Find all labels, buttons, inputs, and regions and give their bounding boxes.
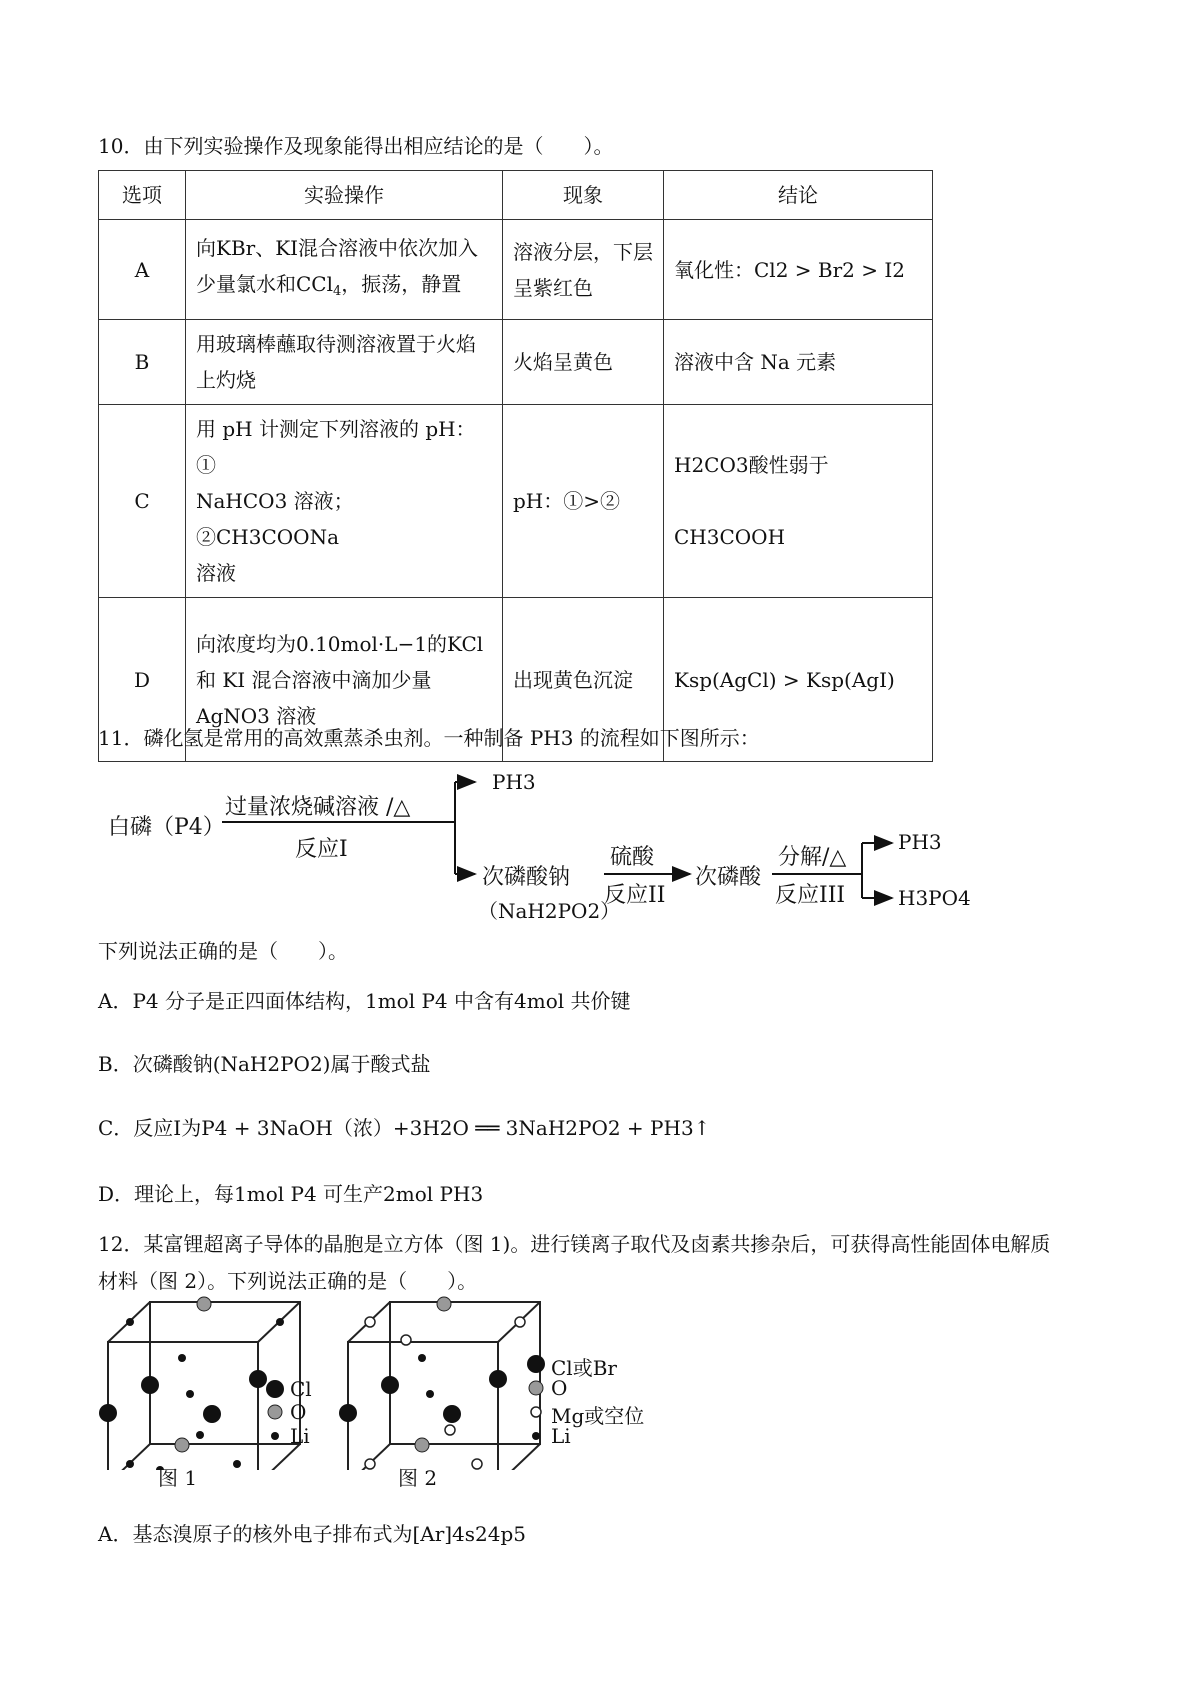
- col-header-operation: 实验操作: [186, 171, 503, 220]
- row-d-operation-line1: 向浓度均为0.10mol·L−1的KCl: [196, 631, 484, 656]
- fig1-cl-atom: [249, 1370, 267, 1388]
- row-c-option: C: [99, 405, 186, 598]
- q12-option-a: A．基态溴原子的核外电子排布式为[Ar]4s24p5: [98, 1522, 527, 1546]
- fig2-mg-atom: [515, 1317, 525, 1327]
- fig1-li-atom: [126, 1318, 134, 1326]
- q11-option-d: D．理论上，每1mol P4 可生产2mol PH3: [98, 1182, 484, 1206]
- fig2-clbr-atom: [443, 1405, 461, 1423]
- fig1-li-atom: [178, 1354, 186, 1362]
- row-d-operation-line2: 和 KI 混合溶液中滴加少量: [196, 667, 432, 692]
- flow-product-ph3: PH3: [492, 770, 536, 794]
- row-c-conclusion-line1: H2CO3酸性弱于: [674, 453, 829, 477]
- row-c-phenomenon: pH：①>②: [503, 405, 664, 598]
- fig2-mg-atom: [365, 1317, 375, 1327]
- q11-stem-suffix: 的流程如下图所示：: [579, 726, 760, 750]
- legend-li-marker: [271, 1432, 279, 1440]
- fig2-cube: [348, 1302, 540, 1470]
- fig1-li-atom: [276, 1318, 284, 1326]
- row-c-operation-line3: 溶液: [196, 561, 236, 585]
- fig2-caption: 图 2: [398, 1466, 438, 1490]
- row-b-conclusion: 溶液中含 Na 元素: [664, 320, 933, 405]
- fig1-cl-atom: [99, 1404, 117, 1422]
- flow-product-nah2po2-formula: （NaH2PO2）: [478, 899, 621, 923]
- row-d-conclusion: Ksp(AgCl) > Ksp(AgI): [664, 598, 933, 762]
- row-a-conclusion-prefix: 氧化性：: [674, 257, 754, 282]
- flow-product-nah2po2: 次磷酸钠: [482, 865, 571, 890]
- fig2-legend-clbr: Cl或Br: [551, 1356, 617, 1380]
- row-a-operation-sub: 4: [333, 283, 342, 299]
- fig2-mg-atom: [472, 1459, 482, 1469]
- legend-clbr-marker: [527, 1355, 545, 1373]
- fig2-clbr-atom: [381, 1376, 399, 1394]
- row-b-phenomenon: 火焰呈黄色: [503, 320, 664, 405]
- fig2-mg-atom: [445, 1425, 455, 1435]
- q11-question: 下列说法正确的是（ ）。: [98, 939, 348, 963]
- row-a-operation-line1: 向KBr、KI混合溶液中依次加入: [196, 235, 479, 260]
- fig1-li-atom: [126, 1460, 134, 1468]
- col-header-phenomenon: 现象: [503, 171, 664, 220]
- fig1-li-atom: [233, 1460, 241, 1468]
- flow-r1-condition: 过量浓烧碱溶液 /△: [225, 795, 411, 820]
- row-d-option: D: [99, 598, 186, 762]
- fig1-legend-li: Li: [290, 1424, 310, 1448]
- fig1-legend-markers: [266, 1380, 284, 1440]
- legend-cl-marker: [266, 1380, 284, 1398]
- row-d-phenomenon: 出现黄色沉淀: [503, 598, 664, 762]
- q10-stem: 10．由下列实验操作及现象能得出相应结论的是（ ）。: [98, 134, 614, 158]
- flow-r3-condition: 分解/△: [778, 845, 847, 870]
- legend-li2-marker: [532, 1432, 540, 1440]
- row-c-operation-line1: 用 pH 计测定下列溶液的 pH：①: [196, 417, 476, 477]
- row-b-option: B: [99, 320, 186, 405]
- fig1-cl-atom: [141, 1376, 159, 1394]
- flow-product-ph3-2: PH3: [898, 830, 942, 854]
- flow-r2-condition: 硫酸: [610, 845, 655, 870]
- row-a-operation-tail: ，振荡，静置: [341, 271, 462, 296]
- fig2-legend-mg: Mg或空位: [551, 1404, 645, 1428]
- flow-product-h3po2: 次磷酸: [695, 865, 762, 890]
- q11-option-c: C．反应Ⅰ为P4 + 3NaOH（浓）+3H2O ══ 3NaH2PO2 + PH3↑: [98, 1116, 711, 1140]
- col-header-conclusion: 结论: [664, 171, 933, 220]
- q11-stem-prefix: 11．磷化氢是常用的高效熏蒸杀虫剂。一种制备: [98, 726, 524, 750]
- fig2-o-atom: [437, 1297, 451, 1311]
- fig1-cl-atom: [203, 1405, 221, 1423]
- fig1-legend-cl: Cl: [290, 1377, 312, 1401]
- fig2-legend-o: O: [551, 1376, 568, 1400]
- row-c-operation-line2: NaHCO3 溶液；②CH3COONa: [196, 489, 354, 549]
- q12-stem-line1: 12．某富锂超离子导体的晶胞是立方体（图 1)。进行镁离子取代及卤素共掺杂后，可获得高性能固体电解质: [98, 1232, 1051, 1256]
- fig2-li-atom: [418, 1354, 426, 1362]
- row-d-operation-line3: AgNO3 溶液: [196, 703, 317, 728]
- flow-r2-label: 反应II: [604, 883, 666, 908]
- fig1-li-atom: [196, 1431, 204, 1439]
- fig2-mg-atom: [365, 1459, 375, 1469]
- flow-r3-label: 反应III: [775, 883, 846, 908]
- row-c-conclusion-line2: CH3COOH: [674, 525, 786, 549]
- fig2-clbr-atom: [489, 1370, 507, 1388]
- q12-stem-line2: 材料（图 2）。下列说法正确的是（ ）。: [98, 1269, 478, 1293]
- legend-o2-marker: [529, 1381, 543, 1395]
- fig1-o-atom: [197, 1297, 211, 1311]
- row-a-option: A: [99, 220, 186, 320]
- fig1-li-atom: [186, 1390, 194, 1398]
- q11-option-b: B．次磷酸钠(NaH2PO2)属于酸式盐: [98, 1052, 431, 1076]
- col-header-option: 选项: [99, 171, 186, 220]
- legend-o-marker: [268, 1405, 282, 1419]
- q11-stem-formula: PH3: [529, 726, 574, 750]
- row-a-operation-line2: 少量氯水和CCl: [196, 271, 334, 296]
- flow-r1-label: 反应I: [295, 837, 348, 862]
- fig2-legend-markers: [527, 1355, 545, 1440]
- fig2-clbr-atom: [339, 1404, 357, 1422]
- row-a-phenomenon: 溶液分层，下层呈紫红色: [503, 220, 664, 320]
- row-b-operation: 用玻璃棒蘸取待测溶液置于火焰上灼烧: [186, 320, 503, 405]
- legend-mg-marker: [531, 1407, 541, 1417]
- fig2-o-atom: [415, 1438, 429, 1452]
- fig1-legend-o: O: [290, 1400, 307, 1424]
- fig2-li-atom: [426, 1390, 434, 1398]
- row-a-conclusion-formula: Cl2 > Br2 > I2: [754, 257, 905, 282]
- fig2-mg-atom: [401, 1335, 411, 1345]
- fig1-caption: 图 1: [158, 1466, 198, 1490]
- q11-option-a: A．P4 分子是正四面体结构，1mol P4 中含有4mol 共价键: [98, 989, 631, 1013]
- flow-start: 白磷（P4）: [108, 815, 225, 840]
- fig1-o-atom: [175, 1438, 189, 1452]
- flow-product-h3po4: H3PO4: [898, 886, 971, 910]
- fig2-legend-li: Li: [551, 1424, 571, 1448]
